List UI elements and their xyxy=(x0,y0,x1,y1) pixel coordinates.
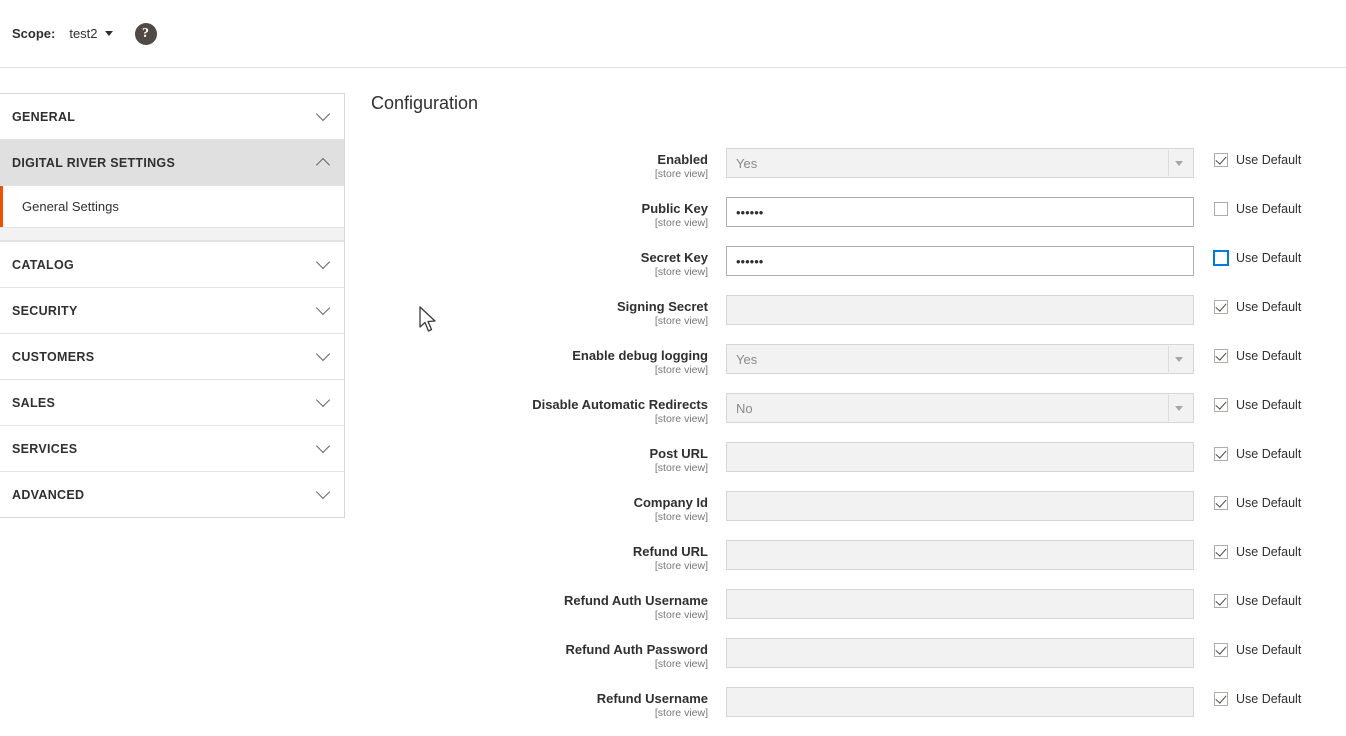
field-label-text: Enable debug logging xyxy=(572,348,708,363)
use-default-checkbox[interactable] xyxy=(1214,545,1228,559)
chevron-down-icon xyxy=(316,107,330,121)
use-default-checkbox[interactable] xyxy=(1214,349,1228,363)
field-text-input[interactable] xyxy=(726,589,1194,619)
use-default-toggle[interactable] xyxy=(1214,442,1301,461)
field-label-text: Company Id xyxy=(633,495,708,510)
scope-label: Scope: xyxy=(12,26,56,41)
field-scope-note: [store view] xyxy=(654,560,708,572)
help-icon[interactable]: ? xyxy=(135,23,157,45)
use-default-toggle[interactable] xyxy=(1214,540,1301,559)
field-select[interactable] xyxy=(726,393,1194,423)
sidebar-divider xyxy=(0,228,344,241)
use-default-label: Use Default xyxy=(1236,496,1302,510)
field-text-input[interactable] xyxy=(726,491,1194,521)
page-body xyxy=(0,68,1346,736)
field-scope-note: [store view] xyxy=(654,609,708,621)
use-default-checkbox[interactable] xyxy=(1214,153,1228,167)
use-default-label: Use Default xyxy=(1236,692,1302,706)
field-label-text: Disable Automatic Redirects xyxy=(532,397,708,412)
field-label xyxy=(371,687,726,720)
config-field-row xyxy=(371,540,1326,573)
settings-sidebar xyxy=(0,93,345,518)
field-label xyxy=(371,344,726,377)
field-text-input[interactable] xyxy=(726,687,1194,717)
field-control xyxy=(726,295,1194,325)
sidebar-section-sales xyxy=(0,380,344,426)
field-control xyxy=(726,393,1194,423)
sidebar-section-customers xyxy=(0,334,344,380)
use-default-toggle[interactable] xyxy=(1214,295,1301,314)
field-label xyxy=(371,246,726,279)
chevron-down-icon xyxy=(1175,406,1183,411)
sidebar-section-advanced xyxy=(0,472,344,517)
chevron-down-icon xyxy=(105,31,113,36)
chevron-up-icon xyxy=(316,157,330,171)
use-default-toggle[interactable] xyxy=(1214,197,1301,216)
field-label xyxy=(371,442,726,475)
sidebar-item-advanced[interactable] xyxy=(0,472,344,517)
use-default-label: Use Default xyxy=(1236,300,1302,314)
field-control xyxy=(726,638,1194,668)
use-default-checkbox[interactable] xyxy=(1214,398,1228,412)
sidebar-item-general-settings[interactable] xyxy=(0,186,344,228)
use-default-checkbox[interactable] xyxy=(1214,202,1228,216)
sidebar-item-advanced-label: ADVANCED xyxy=(12,487,85,502)
field-control xyxy=(726,344,1194,374)
use-default-checkbox[interactable] xyxy=(1214,447,1228,461)
sidebar-item-customers[interactable] xyxy=(0,334,344,379)
field-scope-note: [store view] xyxy=(654,266,708,278)
config-field-row xyxy=(371,295,1326,328)
use-default-checkbox[interactable] xyxy=(1214,496,1228,510)
field-label-text: Secret Key xyxy=(640,250,708,265)
field-text-input[interactable] xyxy=(726,638,1194,668)
field-scope-note: [store view] xyxy=(654,658,708,670)
sidebar-item-digital-river-settings[interactable] xyxy=(0,140,344,185)
field-text-input[interactable] xyxy=(726,246,1194,276)
field-control xyxy=(726,687,1194,717)
field-scope-note: [store view] xyxy=(654,315,708,327)
field-text-input[interactable] xyxy=(726,197,1194,227)
config-field-row xyxy=(371,491,1326,524)
config-field-row xyxy=(371,148,1326,181)
chevron-down-icon xyxy=(1175,357,1183,362)
sidebar-item-sales[interactable] xyxy=(0,380,344,425)
use-default-label: Use Default xyxy=(1236,398,1302,412)
field-select-value: No xyxy=(736,400,753,416)
sidebar-item-customers-label: CUSTOMERS xyxy=(12,349,95,364)
field-scope-note: [store view] xyxy=(654,217,708,229)
sidebar-item-general-label: GENERAL xyxy=(12,109,76,124)
sidebar-item-security-label: SECURITY xyxy=(12,303,78,318)
configuration-panel xyxy=(345,93,1346,736)
field-scope-note: [store view] xyxy=(654,364,708,376)
select-divider xyxy=(1168,395,1169,421)
sidebar-item-sales-label: SALES xyxy=(12,395,56,410)
use-default-label: Use Default xyxy=(1236,153,1302,167)
field-select[interactable] xyxy=(726,148,1194,178)
field-control xyxy=(726,197,1194,227)
use-default-label: Use Default xyxy=(1236,545,1302,559)
chevron-down-icon xyxy=(316,485,330,499)
page-title: Configuration xyxy=(371,93,479,113)
field-label-text: Signing Secret xyxy=(616,299,708,314)
chevron-down-icon xyxy=(316,347,330,361)
use-default-label: Use Default xyxy=(1236,643,1302,657)
sidebar-section-services xyxy=(0,426,344,472)
field-scope-note: [store view] xyxy=(654,462,708,474)
use-default-toggle[interactable] xyxy=(1214,589,1301,608)
field-label xyxy=(371,491,726,524)
use-default-checkbox[interactable] xyxy=(1214,300,1228,314)
field-control xyxy=(726,246,1194,276)
use-default-label: Use Default xyxy=(1236,349,1302,363)
field-scope-note: [store view] xyxy=(654,168,708,180)
field-label xyxy=(371,393,726,426)
config-field-row xyxy=(371,638,1326,671)
sidebar-subnav xyxy=(0,185,344,228)
field-label-text: Enabled xyxy=(657,152,708,167)
config-field-row xyxy=(371,246,1326,279)
field-control xyxy=(726,540,1194,570)
chevron-down-icon xyxy=(1175,161,1183,166)
use-default-toggle[interactable] xyxy=(1214,344,1301,363)
scope-bar xyxy=(0,0,1346,68)
field-select[interactable] xyxy=(726,344,1194,374)
use-default-checkbox[interactable] xyxy=(1214,692,1228,706)
use-default-toggle[interactable] xyxy=(1214,393,1301,412)
field-label-text: Refund Auth Password xyxy=(565,642,708,657)
field-control xyxy=(726,148,1194,178)
use-default-label: Use Default xyxy=(1236,594,1302,608)
field-label xyxy=(371,148,726,181)
field-label xyxy=(371,295,726,328)
sidebar-section-digital-river-settings xyxy=(0,140,344,242)
scope-selector-value: test2 xyxy=(69,26,98,41)
sidebar-section-general xyxy=(0,94,344,140)
field-label-text: Refund Username xyxy=(596,691,708,706)
use-default-label: Use Default xyxy=(1236,251,1302,265)
field-label xyxy=(371,197,726,230)
field-label xyxy=(371,540,726,573)
field-label-text: Post URL xyxy=(649,446,708,461)
select-divider xyxy=(1168,150,1169,176)
sidebar-item-general[interactable] xyxy=(0,94,344,139)
field-scope-note: [store view] xyxy=(654,511,708,523)
field-control xyxy=(726,589,1194,619)
config-field-row xyxy=(371,589,1326,622)
use-default-label: Use Default xyxy=(1236,202,1302,216)
use-default-toggle[interactable] xyxy=(1214,638,1301,657)
chevron-down-icon xyxy=(316,393,330,407)
sidebar-item-security[interactable] xyxy=(0,288,344,333)
field-label-text: Public Key xyxy=(641,201,708,216)
field-label xyxy=(371,589,726,622)
field-select-value: Yes xyxy=(736,155,758,171)
field-text-input[interactable] xyxy=(726,442,1194,472)
select-divider xyxy=(1168,346,1169,372)
use-default-toggle[interactable] xyxy=(1214,687,1301,706)
field-select-value: Yes xyxy=(736,351,758,367)
chevron-down-icon xyxy=(316,255,330,269)
use-default-toggle[interactable] xyxy=(1214,246,1301,265)
chevron-down-icon xyxy=(316,301,330,315)
use-default-label: Use Default xyxy=(1236,447,1302,461)
sidebar-item-catalog[interactable] xyxy=(0,242,344,287)
sidebar-section-catalog xyxy=(0,242,344,288)
field-label xyxy=(371,638,726,671)
scope-selector[interactable] xyxy=(69,26,112,41)
config-field-row xyxy=(371,197,1326,230)
sidebar-item-services-label: SERVICES xyxy=(12,441,78,456)
use-default-toggle[interactable] xyxy=(1214,491,1301,510)
field-scope-note: [store view] xyxy=(654,707,708,719)
use-default-toggle[interactable] xyxy=(1214,148,1301,167)
config-field-row xyxy=(371,344,1326,377)
config-field-row xyxy=(371,442,1326,475)
sidebar-section-security xyxy=(0,288,344,334)
config-field-row xyxy=(371,687,1326,720)
field-text-input[interactable] xyxy=(726,295,1194,325)
config-field-row xyxy=(371,393,1326,426)
sidebar-item-general-settings-label: General Settings xyxy=(22,199,119,214)
chevron-down-icon xyxy=(316,439,330,453)
sidebar-item-digital-river-settings-label: DIGITAL RIVER SETTINGS xyxy=(12,155,176,170)
field-label-text: Refund Auth Username xyxy=(564,593,708,608)
sidebar-item-services[interactable] xyxy=(0,426,344,471)
sidebar-item-catalog-label: CATALOG xyxy=(12,257,75,272)
configuration-form xyxy=(371,148,1326,720)
use-default-checkbox[interactable] xyxy=(1214,643,1228,657)
use-default-checkbox[interactable] xyxy=(1214,594,1228,608)
field-control xyxy=(726,442,1194,472)
use-default-checkbox[interactable] xyxy=(1214,251,1228,265)
field-text-input[interactable] xyxy=(726,540,1194,570)
field-scope-note: [store view] xyxy=(654,413,708,425)
field-control xyxy=(726,491,1194,521)
field-label-text: Refund URL xyxy=(632,544,708,559)
